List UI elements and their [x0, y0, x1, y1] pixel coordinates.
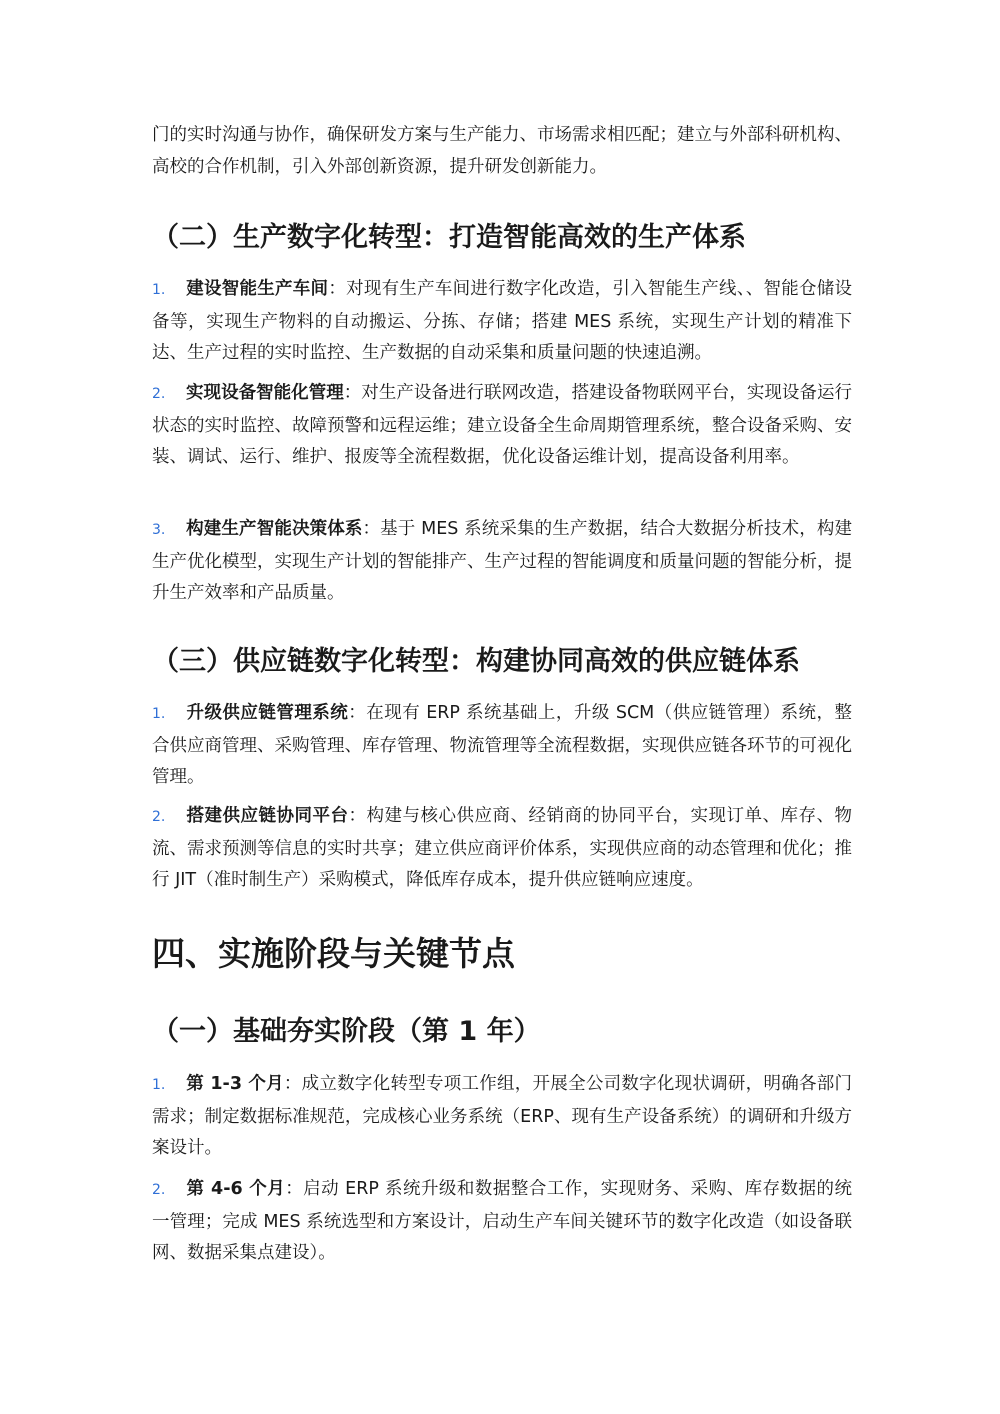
list-item-title: 构建生产智能决策体系 — [186, 519, 363, 539]
list-item — [152, 1174, 852, 1270]
list-item — [152, 801, 852, 897]
list-item-title: 实现设备智能化管理 — [186, 383, 344, 403]
list-item — [152, 274, 852, 370]
chapter-heading: 四、实施阶段与关键节点 — [152, 934, 515, 973]
list-item-title: 第 4-6 个月 — [186, 1179, 286, 1199]
section-heading-phase-1: （一）基础夯实阶段（第 1 年） — [152, 1016, 541, 1047]
list-item-title: 搭建供应链协同平台 — [186, 806, 349, 826]
list-item-title: 升级供应链管理系统 — [186, 703, 349, 723]
list-item-text: ：成立数字化转型专项工作组，开展全公司数字化现状调研，明确各部门需求；制定数据标准规范，完成核心业务系统（ERP、现有生产设备系统）的调研和升级方案设计。 — [152, 1074, 852, 1158]
list-item — [152, 514, 852, 610]
list-item-text: ：构建与核心供应商、经销商的协同平台，实现订单、库存、物流、需求预测等信息的实时共享；建立供应商评价体系，实现供应商的动态管理和优化；推行 JIT（准时制生产）采购模式，降低库存成本，提升供应链响应速度。 — [152, 806, 852, 890]
section-heading-production: （二）生产数字化转型：打造智能高效的生产体系 — [152, 222, 746, 253]
list-item-text: ：对现有生产车间进行数字化改造，引入智能生产线、、智能仓储设备等，实现生产物料的自动搬运、分拣、存储；搭建 MES 系统，实现生产计划的精准下达、生产过程的实时监控、生产数据的自动采集和质量问题的快速追溯。 — [152, 279, 853, 363]
list-number: 2. — [152, 386, 166, 402]
list-number: 2. — [152, 809, 166, 825]
list-item — [152, 378, 852, 474]
list-item-text: ：基于 MES 系统采集的生产数据，结合大数据分析技术，构建生产优化模型，实现生产计划的智能排产、生产过程的智能调度和质量问题的智能分析，提升生产效率和产品质量。 — [152, 519, 853, 603]
list-number: 3. — [152, 522, 166, 538]
list-item-title: 第 1-3 个月 — [186, 1074, 284, 1094]
list-item — [152, 698, 852, 794]
list-number: 1. — [152, 282, 166, 298]
list-item-text: ：在现有 ERP 系统基础上，升级 SCM（供应链管理）系统，整合供应商管理、采购管理、库存管理、物流管理等全流程数据，实现供应链各环节的可视化管理。 — [152, 703, 853, 787]
section-heading-supply-chain: （三）供应链数字化转型：构建协同高效的供应链体系 — [152, 646, 800, 677]
list-item-text: ：启动 ERP 系统升级和数据整合工作，实现财务、采购、库存数据的统一管理；完成 MES 系统选型和方案设计，启动生产车间关键环节的数字化改造（如设备联网、数据采集点建设）。 — [152, 1179, 852, 1263]
list-item — [152, 1069, 852, 1165]
list-number: 1. — [152, 706, 166, 722]
list-item-title: 建设智能生产车间 — [186, 279, 329, 299]
intro-paragraph: 门的实时沟通与协作，确保研发方案与生产能力、市场需求相匹配；建立与外部科研机构、高校的合作机制，引入外部创新资源，提升研发创新能力。 — [152, 125, 852, 177]
list-number: 2. — [152, 1182, 166, 1198]
list-number: 1. — [152, 1077, 166, 1093]
list-item-text: ：对生产设备进行联网改造，搭建设备物联网平台，实现设备运行状态的实时监控、故障预警和远程运维；建立设备全生命周期管理系统，整合设备采购、安装、调试、运行、维护、报废等全流程数据，优化设备运维计划，提高设备利用率。 — [152, 383, 853, 467]
